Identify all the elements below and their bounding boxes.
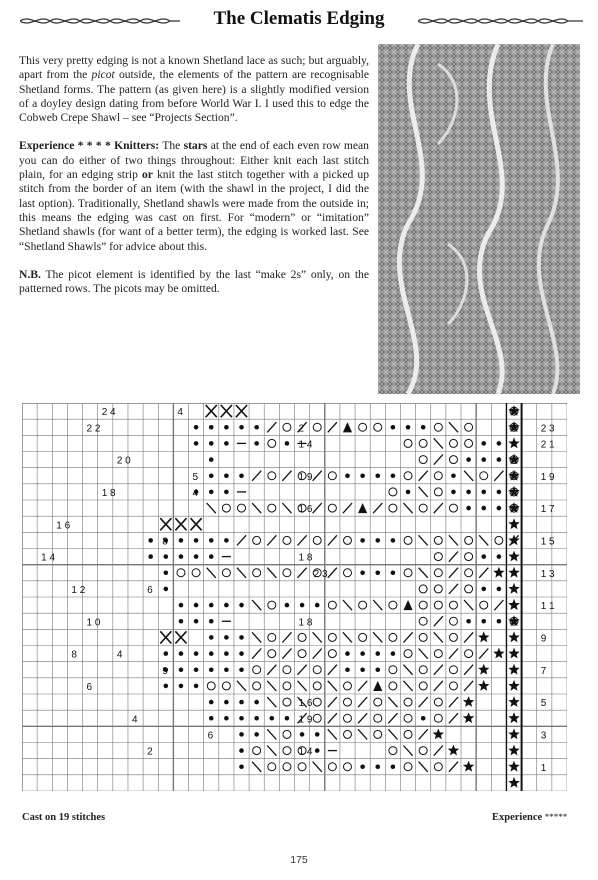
- experience-stars: *****: [544, 812, 568, 822]
- stitch-count-number: 6: [147, 585, 153, 596]
- purl-dot-icon: [209, 651, 214, 656]
- purl-dot-icon: [164, 570, 169, 575]
- purl-dot-icon: [194, 603, 199, 608]
- page-title: The Clematis Edging: [213, 8, 385, 29]
- text-italic: picot: [91, 68, 115, 82]
- page-number: 175: [290, 854, 308, 866]
- purl-dot-icon: [466, 457, 471, 462]
- purl-dot-icon: [209, 538, 214, 543]
- stitch-count-number: 5: [192, 471, 199, 483]
- purl-dot-icon: [300, 603, 305, 608]
- purl-dot-icon: [481, 506, 486, 511]
- purl-dot-icon: [481, 490, 486, 495]
- purl-dot-icon: [209, 619, 214, 624]
- row-number-left: 2 2: [86, 423, 101, 435]
- purl-dot-icon: [406, 490, 411, 495]
- purl-dot-icon: [224, 635, 229, 640]
- purl-dot-icon: [148, 538, 153, 543]
- row-number-right: 1 7: [540, 504, 555, 516]
- row-number-left: 1 2: [71, 585, 86, 596]
- nb-label: N.B.: [19, 267, 41, 281]
- stitch-count-number: 1 9: [298, 471, 313, 483]
- text-run: The picot element is identified by the last “make 2s” only, on the patterned rows. The picots may be omitted.: [19, 267, 369, 296]
- purl-dot-icon: [148, 554, 153, 559]
- purl-dot-icon: [254, 716, 259, 721]
- row-number-right: 1: [540, 762, 547, 774]
- purl-dot-icon: [481, 587, 486, 592]
- purl-dot-icon: [164, 554, 169, 559]
- purl-dot-icon: [209, 635, 214, 640]
- purl-dot-icon: [345, 667, 350, 672]
- purl-dot-icon: [481, 619, 486, 624]
- purl-dot-icon: [224, 441, 229, 446]
- stitch-count-number: 1 4: [298, 746, 313, 758]
- purl-dot-icon: [164, 651, 169, 656]
- purl-dot-icon: [497, 554, 502, 559]
- purl-dot-icon: [239, 764, 244, 769]
- purl-dot-icon: [391, 570, 396, 575]
- purl-dot-icon: [179, 538, 184, 543]
- purl-dot-icon: [360, 764, 365, 769]
- purl-dot-icon: [179, 554, 184, 559]
- purl-dot-icon: [224, 490, 229, 495]
- knitting-chart: [22, 403, 567, 791]
- purl-dot-icon: [269, 716, 274, 721]
- purl-dot-icon: [239, 700, 244, 705]
- purl-dot-icon: [360, 570, 365, 575]
- decorative-flourish-right-icon: [418, 14, 583, 28]
- stitch-count-number: 1 8: [298, 617, 313, 629]
- purl-dot-icon: [224, 651, 229, 656]
- purl-dot-icon: [194, 441, 199, 446]
- purl-dot-icon: [421, 716, 426, 721]
- purl-dot-icon: [315, 748, 320, 753]
- purl-dot-icon: [406, 425, 411, 430]
- purl-dot-icon: [239, 651, 244, 656]
- purl-dot-icon: [254, 425, 259, 430]
- row-number-left: 6: [86, 682, 93, 693]
- purl-dot-icon: [194, 425, 199, 430]
- purl-dot-icon: [224, 716, 229, 721]
- purl-dot-icon: [481, 441, 486, 446]
- purl-dot-icon: [497, 490, 502, 495]
- purl-dot-icon: [391, 538, 396, 543]
- purl-dot-icon: [239, 603, 244, 608]
- row-number-right: 9: [540, 633, 547, 645]
- row-number-left: 4: [131, 714, 138, 726]
- purl-dot-icon: [375, 473, 380, 478]
- stitch-count-number: 2 3: [313, 568, 328, 580]
- purl-dot-icon: [360, 538, 365, 543]
- purl-dot-icon: [315, 732, 320, 737]
- purl-dot-icon: [239, 732, 244, 737]
- purl-dot-icon: [375, 651, 380, 656]
- purl-dot-icon: [315, 603, 320, 608]
- purl-dot-icon: [360, 473, 365, 478]
- purl-dot-icon: [239, 425, 244, 430]
- row-number-left: 2 4: [101, 407, 116, 419]
- purl-dot-icon: [164, 684, 169, 689]
- experience-label: Experience * * * * Knitters:: [19, 139, 160, 153]
- purl-dot-icon: [239, 748, 244, 753]
- purl-dot-icon: [285, 603, 290, 608]
- purl-dot-icon: [194, 651, 199, 656]
- purl-dot-icon: [466, 619, 471, 624]
- purl-dot-icon: [285, 716, 290, 721]
- purl-dot-icon: [466, 490, 471, 495]
- purl-dot-icon: [375, 538, 380, 543]
- purl-dot-icon: [239, 473, 244, 478]
- purl-dot-icon: [179, 651, 184, 656]
- row-number-right: 7: [540, 665, 547, 677]
- purl-dot-icon: [391, 425, 396, 430]
- purl-dot-icon: [194, 554, 199, 559]
- purl-dot-icon: [209, 425, 214, 430]
- text-run: outside, the elements of the pattern are recognisable Shetland forms. The pattern (as given here) is a slightly modified version of a doyley design dating from before World War I. I used this to edge the Cobweb Crepe Shawl – see “Projects Section”.: [19, 68, 369, 125]
- purl-dot-icon: [179, 684, 184, 689]
- purl-dot-icon: [497, 441, 502, 446]
- intro-paragraph-3: [19, 268, 369, 297]
- purl-dot-icon: [224, 425, 229, 430]
- purl-dot-icon: [224, 603, 229, 608]
- purl-dot-icon: [209, 554, 214, 559]
- decorative-flourish-left-icon: [20, 14, 180, 28]
- purl-dot-icon: [179, 603, 184, 608]
- intro-paragraph-2: [19, 139, 369, 253]
- purl-dot-icon: [209, 700, 214, 705]
- purl-dot-icon: [391, 651, 396, 656]
- text-run: knit the last stitch together with a picked up stitch from the border of an item (with the shawl in the project, I did the last option). Traditionally, Shetland shawls were made from the outside in; this means the edging was cast on first. For “modern” or “imitation” Shetland shawls (for want of a better term), the edging is worked last. See “Shetland Shawls” for advice about this.: [19, 168, 369, 253]
- row-number-left: 2 0: [116, 455, 131, 467]
- row-number-right: 1 1: [540, 601, 555, 613]
- stitch-count-number: 8: [162, 536, 168, 548]
- purl-dot-icon: [391, 764, 396, 769]
- purl-dot-icon: [164, 587, 169, 592]
- purl-dot-icon: [254, 441, 259, 446]
- purl-dot-icon: [209, 441, 214, 446]
- purl-dot-icon: [391, 473, 396, 478]
- stitch-count-number: 9: [162, 665, 168, 677]
- purl-dot-icon: [421, 425, 426, 430]
- purl-dot-icon: [254, 732, 259, 737]
- row-number-left: 8: [71, 649, 77, 661]
- row-number-left: 1 0: [86, 617, 101, 629]
- row-number-left: 1 6: [56, 520, 71, 532]
- purl-dot-icon: [209, 490, 214, 495]
- lace-photo: [378, 44, 580, 394]
- stitch-count-number: 1 6: [298, 698, 313, 710]
- purl-dot-icon: [466, 506, 471, 511]
- row-number-right: 1 5: [540, 536, 555, 548]
- purl-dot-icon: [345, 473, 350, 478]
- purl-dot-icon: [209, 716, 214, 721]
- text-run: The: [159, 139, 184, 153]
- text-bold: stars: [183, 139, 208, 153]
- purl-dot-icon: [209, 457, 214, 462]
- purl-dot-icon: [239, 635, 244, 640]
- stitch-count-number: 1 9: [298, 714, 313, 726]
- text-run: at the end of each even row mean you can do either of two things throughout: Either knit each last stitch plain, for an edging strip: [19, 139, 369, 182]
- purl-dot-icon: [179, 667, 184, 672]
- stitch-count-number: 1 6: [298, 504, 313, 516]
- row-number-left: 1 4: [41, 552, 56, 564]
- row-number-left: 2: [147, 746, 153, 758]
- purl-dot-icon: [194, 619, 199, 624]
- purl-dot-icon: [451, 473, 456, 478]
- intro-text: [19, 54, 369, 310]
- purl-dot-icon: [239, 716, 244, 721]
- experience-rating: [492, 812, 567, 823]
- purl-dot-icon: [375, 570, 380, 575]
- purl-dot-icon: [254, 700, 259, 705]
- purl-dot-icon: [209, 603, 214, 608]
- purl-dot-icon: [194, 684, 199, 689]
- purl-dot-icon: [375, 764, 380, 769]
- text-bold: or: [141, 168, 153, 182]
- purl-dot-icon: [224, 473, 229, 478]
- row-number-right: 2 3: [540, 423, 555, 435]
- row-number-right: 2 1: [540, 439, 555, 451]
- purl-dot-icon: [360, 667, 365, 672]
- purl-dot-icon: [497, 619, 502, 624]
- intro-paragraph-1: [19, 54, 369, 125]
- purl-dot-icon: [497, 587, 502, 592]
- purl-dot-icon: [481, 457, 486, 462]
- row-number-right: 1 9: [540, 471, 555, 483]
- stitch-count-number: 1 4: [298, 439, 313, 451]
- purl-dot-icon: [285, 441, 290, 446]
- purl-dot-icon: [179, 619, 184, 624]
- purl-dot-icon: [360, 651, 365, 656]
- experience-footer-label: Experience: [492, 812, 543, 823]
- purl-dot-icon: [481, 554, 486, 559]
- row-number-right: 1 3: [540, 568, 555, 580]
- stitch-count-number: 6: [207, 730, 214, 742]
- purl-dot-icon: [497, 506, 502, 511]
- stitch-count-number: 4: [116, 649, 123, 661]
- cast-on-note: Cast on 19 stitches: [22, 812, 106, 823]
- purl-dot-icon: [194, 667, 199, 672]
- purl-dot-icon: [194, 538, 199, 543]
- purl-dot-icon: [224, 700, 229, 705]
- purl-dot-icon: [345, 651, 350, 656]
- purl-dot-icon: [209, 667, 214, 672]
- stitch-count-number: 4: [177, 407, 183, 419]
- row-number-left: 1 8: [101, 488, 116, 499]
- purl-dot-icon: [224, 538, 229, 543]
- purl-dot-icon: [451, 490, 456, 495]
- purl-dot-icon: [375, 667, 380, 672]
- stitch-count-number: 1 8: [298, 552, 313, 564]
- purl-dot-icon: [497, 457, 502, 462]
- purl-dot-icon: [239, 667, 244, 672]
- stitch-count-number: 2: [298, 423, 305, 435]
- row-number-right: 5: [540, 698, 547, 710]
- purl-dot-icon: [224, 667, 229, 672]
- text-run: This very pretty edging is not a known Shetland lace as such; but arguably, apart from the: [19, 54, 369, 82]
- purl-dot-icon: [300, 732, 305, 737]
- stitch-count-number: 4: [192, 488, 199, 499]
- purl-dot-icon: [209, 473, 214, 478]
- page-header: [0, 4, 598, 32]
- row-number-right: 3: [540, 730, 547, 742]
